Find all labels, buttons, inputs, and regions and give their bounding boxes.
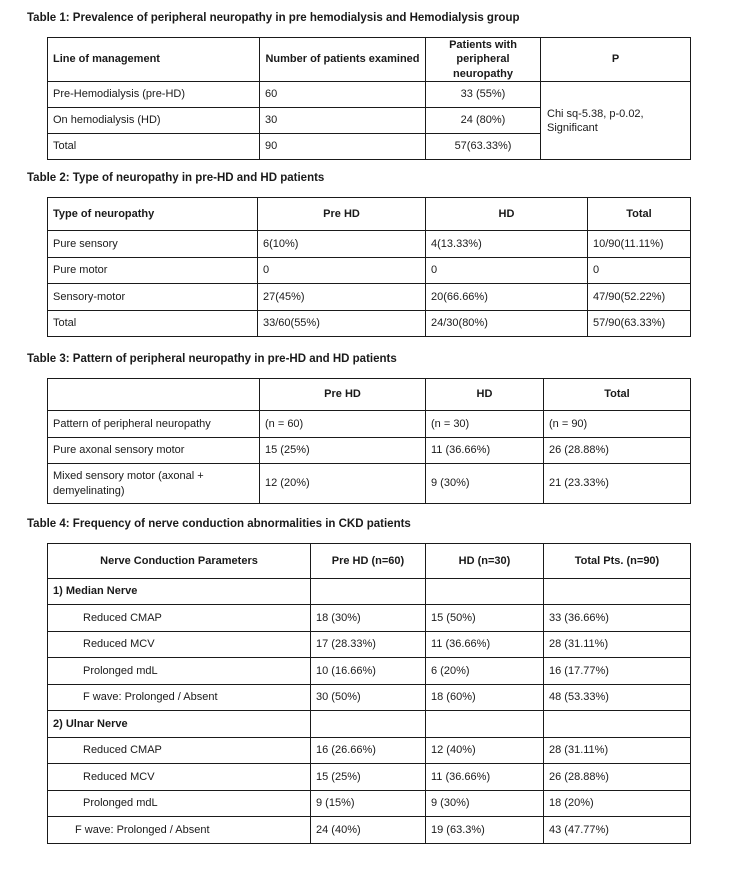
table4-empty-cell [544, 711, 691, 738]
table4-cell: 9 (30%) [426, 791, 544, 817]
table1-caption: Table 1: Prevalence of peripheral neuropathy in pre hemodialysis and Hemodialysis group [27, 12, 520, 24]
table1-cell: On hemodialysis (HD) [48, 107, 260, 133]
table2-cell: 27(45%) [258, 284, 426, 311]
table2-header-cell: Type of neuropathy [48, 198, 258, 231]
table4-cell: 33 (36.66%) [544, 605, 691, 632]
table3-cell: Mixed sensory motor (axonal + demyelinating) [48, 464, 260, 504]
table4-empty-cell [544, 579, 691, 605]
table4-cell: 15 (25%) [311, 764, 426, 791]
table4-cell: 12 (40%) [426, 738, 544, 764]
table1-p-value-cell: Chi sq-5.38, p-0.02, Significant [541, 81, 691, 159]
table4-cell: 9 (15%) [311, 791, 426, 817]
table3-header-cell: HD [426, 379, 544, 411]
table2-cell: 57/90(63.33%) [588, 311, 691, 337]
table2-cell: 47/90(52.22%) [588, 284, 691, 311]
table4-header-cell: HD (n=30) [426, 544, 544, 579]
table4-cell: Reduced MCV [48, 764, 311, 791]
table3-cell: Pattern of peripheral neuropathy [48, 411, 260, 438]
table3-caption: Table 3: Pattern of peripheral neuropathy in pre-HD and HD patients [27, 353, 397, 365]
table4-cell: 28 (31.11%) [544, 632, 691, 658]
table3-cell: 26 (28.88%) [544, 438, 691, 464]
table1-cell: 60 [260, 81, 426, 107]
table2-cell: 33/60(55%) [258, 311, 426, 337]
table2-cell: 0 [588, 258, 691, 284]
table2-cell: 24/30(80%) [426, 311, 588, 337]
table1-cell: 90 [260, 133, 426, 159]
table1-header-cell: Patients with peripheral neuropathy [426, 38, 541, 82]
table1-cell: Total [48, 133, 260, 159]
table3-cell: 9 (30%) [426, 464, 544, 504]
table4-cell: F wave: Prolonged / Absent [48, 817, 311, 844]
table1-cell: 33 (55%) [426, 81, 541, 107]
table4-cell: 48 (53.33%) [544, 685, 691, 711]
table4-cell: 11 (36.66%) [426, 764, 544, 791]
table4-cell: 26 (28.88%) [544, 764, 691, 791]
table4-cell: F wave: Prolonged / Absent [48, 685, 311, 711]
table4 [47, 543, 691, 844]
table4-cell: 24 (40%) [311, 817, 426, 844]
table4-group-title: 1) Median Nerve [48, 579, 311, 605]
table2-cell: 6(10%) [258, 231, 426, 258]
table4-cell: 18 (60%) [426, 685, 544, 711]
table4-header-cell: Total Pts. (n=90) [544, 544, 691, 579]
table4-cell: 28 (31.11%) [544, 738, 691, 764]
table4-cell: 17 (28.33%) [311, 632, 426, 658]
table2-cell: Pure sensory [48, 231, 258, 258]
table2 [47, 197, 691, 337]
table3-cell: 11 (36.66%) [426, 438, 544, 464]
table3-cell: (n = 60) [260, 411, 426, 438]
table4-cell: 43 (47.77%) [544, 817, 691, 844]
table4-cell: Prolonged mdL [48, 658, 311, 685]
table1-header-cell: Number of patients examined [260, 38, 426, 82]
table3 [47, 378, 691, 504]
table4-cell: 16 (26.66%) [311, 738, 426, 764]
table2-cell: 10/90(11.11%) [588, 231, 691, 258]
table4-caption: Table 4: Frequency of nerve conduction abnormalities in CKD patients [27, 518, 411, 530]
table1-cell: 24 (80%) [426, 107, 541, 133]
table4-cell: Reduced MCV [48, 632, 311, 658]
table4-cell: 16 (17.77%) [544, 658, 691, 685]
table3-header-cell: Total [544, 379, 691, 411]
table4-cell: Reduced CMAP [48, 738, 311, 764]
table4-header-cell: Nerve Conduction Parameters [48, 544, 311, 579]
table2-cell: 0 [426, 258, 588, 284]
table4-empty-cell [426, 711, 544, 738]
table4-cell: 18 (20%) [544, 791, 691, 817]
table4-empty-cell [311, 711, 426, 738]
table2-cell: 20(66.66%) [426, 284, 588, 311]
table3-cell: 12 (20%) [260, 464, 426, 504]
table2-header-cell: HD [426, 198, 588, 231]
table3-cell: Pure axonal sensory motor [48, 438, 260, 464]
table2-cell: Total [48, 311, 258, 337]
table4-cell: 6 (20%) [426, 658, 544, 685]
table4-cell: 30 (50%) [311, 685, 426, 711]
table3-cell: 21 (23.33%) [544, 464, 691, 504]
table2-cell: 4(13.33%) [426, 231, 588, 258]
table4-cell: 10 (16.66%) [311, 658, 426, 685]
table2-header-cell: Pre HD [258, 198, 426, 231]
table1-cell: 57(63.33%) [426, 133, 541, 159]
table2-cell: Pure motor [48, 258, 258, 284]
table4-cell: Reduced CMAP [48, 605, 311, 632]
table2-cell: Sensory-motor [48, 284, 258, 311]
table1 [47, 37, 691, 160]
table4-empty-cell [311, 579, 426, 605]
table4-cell: 15 (50%) [426, 605, 544, 632]
table3-cell: (n = 30) [426, 411, 544, 438]
table4-group-title: 2) Ulnar Nerve [48, 711, 311, 738]
table1-cell: Pre-Hemodialysis (pre-HD) [48, 81, 260, 107]
table4-cell: 18 (30%) [311, 605, 426, 632]
table3-header-cell: Pre HD [260, 379, 426, 411]
table3-cell: (n = 90) [544, 411, 691, 438]
table4-cell: Prolonged mdL [48, 791, 311, 817]
table2-caption: Table 2: Type of neuropathy in pre-HD and HD patients [27, 172, 325, 184]
table3-cell: 15 (25%) [260, 438, 426, 464]
table2-header-cell: Total [588, 198, 691, 231]
table4-cell: 11 (36.66%) [426, 632, 544, 658]
table1-header-cell: Line of management [48, 38, 260, 82]
table1-header-cell: P [541, 38, 691, 82]
table4-header-cell: Pre HD (n=60) [311, 544, 426, 579]
table3-header-cell [48, 379, 260, 411]
table2-cell: 0 [258, 258, 426, 284]
table4-empty-cell [426, 579, 544, 605]
table4-cell: 19 (63.3%) [426, 817, 544, 844]
table1-cell: 30 [260, 107, 426, 133]
